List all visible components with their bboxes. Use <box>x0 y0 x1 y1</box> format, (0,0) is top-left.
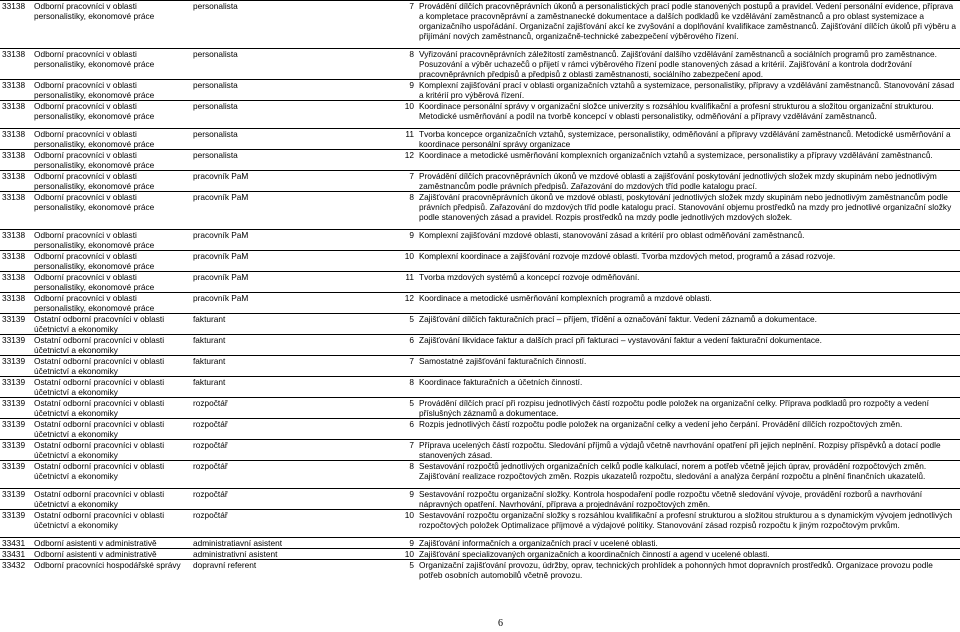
occupation-group-cell: Ostatní odborní pracovníci v oblasti účetnictví a ekonomiky <box>32 377 191 398</box>
occupation-group-cell: Odborní pracovníci v oblasti personalistiky, ekonomové práce <box>32 1 191 42</box>
spacer-cell <box>0 41 960 49</box>
job-title-cell: administrativní asistent <box>191 549 400 560</box>
occupation-code-cell: 33139 <box>0 377 32 398</box>
table-row <box>0 335 960 356</box>
job-title-cell: personalista <box>191 150 400 171</box>
grade-level-cell: 7 <box>400 171 417 192</box>
job-title-cell: rozpočtář <box>191 398 400 419</box>
job-description-cell: Provádění dílčích pracovněprávních úkonů ve mzdové oblasti a zajišťování poskytování jednotlivých složek mzdy skupinám nebo jednotlivým zaměstnancům podle právních předpisů. Zařazování do mzdových tříd podle katalogu prací. <box>417 171 960 192</box>
grade-level-cell: 5 <box>400 560 417 581</box>
grade-level-cell: 9 <box>400 80 417 101</box>
job-title-cell: rozpočtář <box>191 440 400 461</box>
table-row <box>0 129 960 150</box>
job-title-cell: personalista <box>191 1 400 42</box>
occupation-group-cell: Ostatní odborní pracovníci v oblasti účetnictví a ekonomiky <box>32 489 191 510</box>
occupation-code-cell: 33139 <box>0 461 32 482</box>
row-spacer <box>0 530 960 538</box>
table-row <box>0 489 960 510</box>
table-row <box>0 293 960 314</box>
grade-level-cell: 8 <box>400 192 417 223</box>
occupation-code-cell: 33138 <box>0 129 32 150</box>
table-row <box>0 230 960 251</box>
occupation-code-cell: 33138 <box>0 101 32 122</box>
job-description-cell: Vyřizování pracovněprávních záležitostí zaměstnanců. Zajišťování dalšího vzdělávání zaměstnanců a sociálních programů pro zaměstnance. Posuzování a výběr uchazečů o přijetí v rámci výběrového řízení podle stanovených zásad a kritérií. Zajišťování a kontrola dodržování pracovněprávních předpisů a předpisů z oblasti zaměstnanosti, sociálního zabezpečení apod. <box>417 49 960 80</box>
job-description-cell: Komplexní zajišťování prací v oblasti organizačních vztahů a systemizace, personalistiky, přípravy a vzdělávání zaměstnanců. Stanovování zásad a kritérií pro výběrová řízení. <box>417 80 960 101</box>
grade-level-cell: 10 <box>400 251 417 272</box>
table-row <box>0 398 960 419</box>
occupation-code-cell: 33138 <box>0 150 32 171</box>
occupation-group-cell: Odborní pracovníci v oblasti personalistiky, ekonomové práce <box>32 272 191 293</box>
job-description-cell: Tvorba mzdových systémů a koncepcí rozvoje odměňování. <box>417 272 960 293</box>
grade-level-cell: 10 <box>400 549 417 560</box>
table-row <box>0 192 960 223</box>
occupation-code-cell: 33138 <box>0 49 32 80</box>
occupation-group-cell: Odborní asistenti v administrativě <box>32 549 191 560</box>
row-spacer <box>0 41 960 49</box>
grade-level-cell: 10 <box>400 510 417 531</box>
grade-level-cell: 9 <box>400 230 417 251</box>
job-title-cell: dopravní referent <box>191 560 400 581</box>
table-row <box>0 171 960 192</box>
job-title-cell: personalista <box>191 80 400 101</box>
grade-level-cell: 8 <box>400 377 417 398</box>
spacer-cell <box>0 530 960 538</box>
table-row <box>0 560 960 581</box>
table-row <box>0 1 960 42</box>
job-description-cell: Zajišťování pracovněprávních úkonů ve mzdové oblasti, poskytování jednotlivých složek mzdy skupinám nebo jednotlivým zaměstnancům podle právních předpisů. Zařazování do mzdových tříd podle katalogu prací. Stanovování objemu prostředků na mzdy pro jednotlivé organizační složky podle stanovených zásad a pravidel. Rozpis prostředků na mzdy podle jednotlivých mzdových složek. <box>417 192 960 223</box>
grade-level-cell: 12 <box>400 293 417 314</box>
job-description-cell: Příprava ucelených částí rozpočtu. Sledování příjmů a výdajů včetně navrhování opatření při jejich neplnění. Rozpisy příspěvků a dotací podle stanovených zásad. <box>417 440 960 461</box>
table-row <box>0 314 960 335</box>
job-description-cell: Sestavování rozpočtů jednotlivých organizačních celků podle kalkulací, norem a potřeb včetně jejich úprav, provádění rozpočtových změn. Zajišťování realizace rozpočtových změn. Rozpis ukazatelů rozpočtu, sledování a analýza čerpání rozpočtu a plnění finančních ukazatelů. <box>417 461 960 482</box>
job-title-cell: administratiavní asistent <box>191 538 400 549</box>
table-row <box>0 356 960 377</box>
spacer-cell <box>0 121 960 129</box>
grade-level-cell: 11 <box>400 272 417 293</box>
job-title-cell: fakturant <box>191 377 400 398</box>
grade-level-cell: 9 <box>400 489 417 510</box>
spacer-cell <box>0 222 960 230</box>
occupation-group-cell: Odborní pracovníci v oblasti personalistiky, ekonomové práce <box>32 101 191 122</box>
job-title-cell: pracovník PaM <box>191 171 400 192</box>
occupation-code-cell: 33431 <box>0 549 32 560</box>
spacer-cell <box>0 481 960 489</box>
table-row <box>0 150 960 171</box>
job-description-cell: Koordinace personální správy v organizační složce univerzity s rozsáhlou kvalifikační a profesní strukturou a složitou organizační strukturou. Metodické usměrňování a podíl na tvorbě koncepcí v oblasti personalistiky, odměňování a přípravy vzdělávání zaměstnanců. <box>417 101 960 122</box>
occupation-group-cell: Ostatní odborní pracovníci v oblasti účetnictví a ekonomiky <box>32 440 191 461</box>
occupation-group-cell: Odborní pracovníci hospodářské správy <box>32 560 191 581</box>
occupation-group-cell: Ostatní odborní pracovníci v oblasti účetnictví a ekonomiky <box>32 510 191 531</box>
job-description-cell: Koordinace fakturačních a účetních činností. <box>417 377 960 398</box>
table-row <box>0 538 960 549</box>
grade-level-cell: 11 <box>400 129 417 150</box>
job-title-cell: rozpočtář <box>191 489 400 510</box>
job-title-cell: personalista <box>191 101 400 122</box>
occupation-group-cell: Ostatní odborní pracovníci v oblasti účetnictví a ekonomiky <box>32 356 191 377</box>
grade-level-cell: 7 <box>400 1 417 42</box>
occupation-group-cell: Odborní pracovníci v oblasti personalistiky, ekonomové práce <box>32 171 191 192</box>
occupation-group-cell: Ostatní odborní pracovníci v oblasti účetnictví a ekonomiky <box>32 461 191 482</box>
job-title-cell: rozpočtář <box>191 461 400 482</box>
page-number: 6 <box>498 618 503 629</box>
table-row <box>0 440 960 461</box>
occupation-code-cell: 33139 <box>0 510 32 531</box>
occupation-group-cell: Odborní pracovníci v oblasti personalistiky, ekonomové práce <box>32 49 191 80</box>
occupation-code-cell: 33139 <box>0 440 32 461</box>
job-description-cell: Sestavování rozpočtu organizační složky. Kontrola hospodaření podle rozpočtu včetně sledování vývoje, provádění rozborů a navrhování nápravných opatření. Navrhování, příprava a projednávání rozpočtových změn. <box>417 489 960 510</box>
job-description-cell: Zajišťování dílčích fakturačních prací – příjem, třídění a označování faktur. Vedení záznamů a dokumentace. <box>417 314 960 335</box>
occupation-code-cell: 33138 <box>0 272 32 293</box>
job-description-cell: Koordinace a metodické usměrňování komplexních programů a mzdové oblasti. <box>417 293 960 314</box>
occupation-group-cell: Ostatní odborní pracovníci v oblasti účetnictví a ekonomiky <box>32 314 191 335</box>
row-spacer <box>0 121 960 129</box>
job-description-cell: Komplexní zajišťování mzdové oblasti, stanovování zásad a kritérií pro oblast odměňování zaměstnanců. <box>417 230 960 251</box>
job-description-cell: Zajišťování informačních a organizačních prací v ucelené oblasti. <box>417 538 960 549</box>
job-title-cell: personalista <box>191 129 400 150</box>
occupation-code-cell: 33138 <box>0 230 32 251</box>
job-title-cell: rozpočtář <box>191 510 400 531</box>
table-row <box>0 101 960 122</box>
occupation-group-cell: Odborní asistenti v administrativě <box>32 538 191 549</box>
occupation-group-cell: Odborní pracovníci v oblasti personalistiky, ekonomové práce <box>32 150 191 171</box>
job-title-cell: pracovník PaM <box>191 230 400 251</box>
grade-level-cell: 10 <box>400 101 417 122</box>
occupation-code-cell: 33139 <box>0 356 32 377</box>
occupation-code-cell: 33432 <box>0 560 32 581</box>
row-spacer <box>0 222 960 230</box>
grade-level-cell: 5 <box>400 314 417 335</box>
occupation-code-cell: 33138 <box>0 171 32 192</box>
occupation-code-cell: 33138 <box>0 293 32 314</box>
table-body <box>0 1 960 581</box>
occupation-group-cell: Odborní pracovníci v oblasti personalistiky, ekonomové práce <box>32 293 191 314</box>
job-title-cell: fakturant <box>191 335 400 356</box>
job-description-cell: Zajišťování likvidace faktur a dalších prací při fakturaci – vystavování faktur a vedení fakturační dokumentace. <box>417 335 960 356</box>
job-title-cell: fakturant <box>191 356 400 377</box>
grade-level-cell: 12 <box>400 150 417 171</box>
occupation-code-cell: 33138 <box>0 192 32 223</box>
job-title-cell: personalista <box>191 49 400 80</box>
job-description-cell: Samostatné zajišťování fakturačních činností. <box>417 356 960 377</box>
job-description-cell: Komplexní koordinace a zajišťování rozvoje mzdové oblasti. Tvorba mzdových metod, programů a zásad rozvoje. <box>417 251 960 272</box>
occupation-group-cell: Ostatní odborní pracovníci v oblasti účetnictví a ekonomiky <box>32 419 191 440</box>
table-row <box>0 549 960 560</box>
job-description-cell: Sestavování rozpočtu organizační složky s rozsáhlou kvalifikační a profesní strukturou a složitou strukturou a s dynamickým vývojem jednotlivých rozpočtových položek Optimalizace příjmové a výdajové politiky. Stanovování zásad rozpisů rozpočtu k jiným rozpočtovým prvkům. <box>417 510 960 531</box>
occupation-group-cell: Odborní pracovníci v oblasti personalistiky, ekonomové práce <box>32 80 191 101</box>
occupation-group-cell: Odborní pracovníci v oblasti personalistiky, ekonomové práce <box>32 129 191 150</box>
grade-level-cell: 7 <box>400 440 417 461</box>
table-row <box>0 80 960 101</box>
grade-level-cell: 5 <box>400 398 417 419</box>
table-row <box>0 377 960 398</box>
job-description-cell: Zajišťování specializovaných organizačních a koordinačních činností a agend v ucelené oblasti. <box>417 549 960 560</box>
occupation-code-cell: 33138 <box>0 1 32 42</box>
grade-level-cell: 9 <box>400 538 417 549</box>
table-row <box>0 419 960 440</box>
occupation-code-cell: 33138 <box>0 80 32 101</box>
grade-level-cell: 6 <box>400 419 417 440</box>
row-spacer <box>0 481 960 489</box>
occupation-code-cell: 33431 <box>0 538 32 549</box>
job-title-cell: pracovník PaM <box>191 293 400 314</box>
occupation-code-cell: 33139 <box>0 314 32 335</box>
occupation-code-cell: 33139 <box>0 419 32 440</box>
job-title-cell: rozpočtář <box>191 419 400 440</box>
job-description-cell: Provádění dílčích pracovněprávních úkonů a personalistických prací podle stanovených postupů a pravidel. Vedení personální evidence, příprava a kompletace pracovněprávní a zaměstnanecké dokumentace a dalších podkladů ke vzdělávání zaměstnanců a pro oblast systemizace a organizačního uspořádání. Organizační zajišťování akcí ke zvyšování a doplňování kvalifikace zaměstnanců. Zajišťování dílčích úkolů při výběru a přijímání nových zaměstnanců, organizačně-technické zabezpečení výběrového řízení. <box>417 1 960 42</box>
job-description-cell: Tvorba koncepce organizačních vztahů, systemizace, personalistiky, odměňování a přípravy vzdělávání zaměstnanců. Metodické usměrňování a koordinace personální správy organizace <box>417 129 960 150</box>
occupation-code-cell: 33138 <box>0 251 32 272</box>
table-row <box>0 272 960 293</box>
grade-level-cell: 7 <box>400 356 417 377</box>
job-title-cell: pracovník PaM <box>191 272 400 293</box>
occupation-code-cell: 33139 <box>0 335 32 356</box>
grade-level-cell: 6 <box>400 335 417 356</box>
job-description-cell: Organizační zajišťování provozu, údržby, oprav, technických prohlídek a pohonných hmot dopravních prostředků. Organizace provozu podle potřeb osobních automobilů včetně provozu. <box>417 560 960 581</box>
job-title-cell: pracovník PaM <box>191 192 400 223</box>
table-row <box>0 510 960 531</box>
job-title-cell: pracovník PaM <box>191 251 400 272</box>
occupation-code-cell: 33139 <box>0 398 32 419</box>
table-row <box>0 49 960 80</box>
occupation-group-cell: Ostatní odborní pracovníci v oblasti účetnictví a ekonomiky <box>32 398 191 419</box>
table-row <box>0 251 960 272</box>
job-description-cell: Rozpis jednotlivých částí rozpočtu podle položek na organizační celky a vedení jeho čerpání. Provádění dílčích rozpočtových změn. <box>417 419 960 440</box>
occupation-group-cell: Odborní pracovníci v oblasti personalistiky, ekonomové práce <box>32 192 191 223</box>
occupation-group-cell: Ostatní odborní pracovníci v oblasti účetnictví a ekonomiky <box>32 335 191 356</box>
occupation-group-cell: Odborní pracovníci v oblasti personalistiky, ekonomové práce <box>32 230 191 251</box>
occupation-code-cell: 33139 <box>0 489 32 510</box>
job-description-cell: Koordinace a metodické usměrňování komplexních organizačních vztahů a systemizace, personalistiky a přípravy vzdělávání zaměstnanců. <box>417 150 960 171</box>
grade-level-cell: 8 <box>400 49 417 80</box>
table-row <box>0 461 960 482</box>
occupation-group-cell: Odborní pracovníci v oblasti personalistiky, ekonomové práce <box>32 251 191 272</box>
grade-level-cell: 8 <box>400 461 417 482</box>
job-title-cell: fakturant <box>191 314 400 335</box>
job-description-cell: Provádění dílčích prací při rozpisu jednotlivých částí rozpočtu podle položek na organizační celky. Příprava podkladů pro rozpočty a vedení příslušných záznamů a dokumentace. <box>417 398 960 419</box>
